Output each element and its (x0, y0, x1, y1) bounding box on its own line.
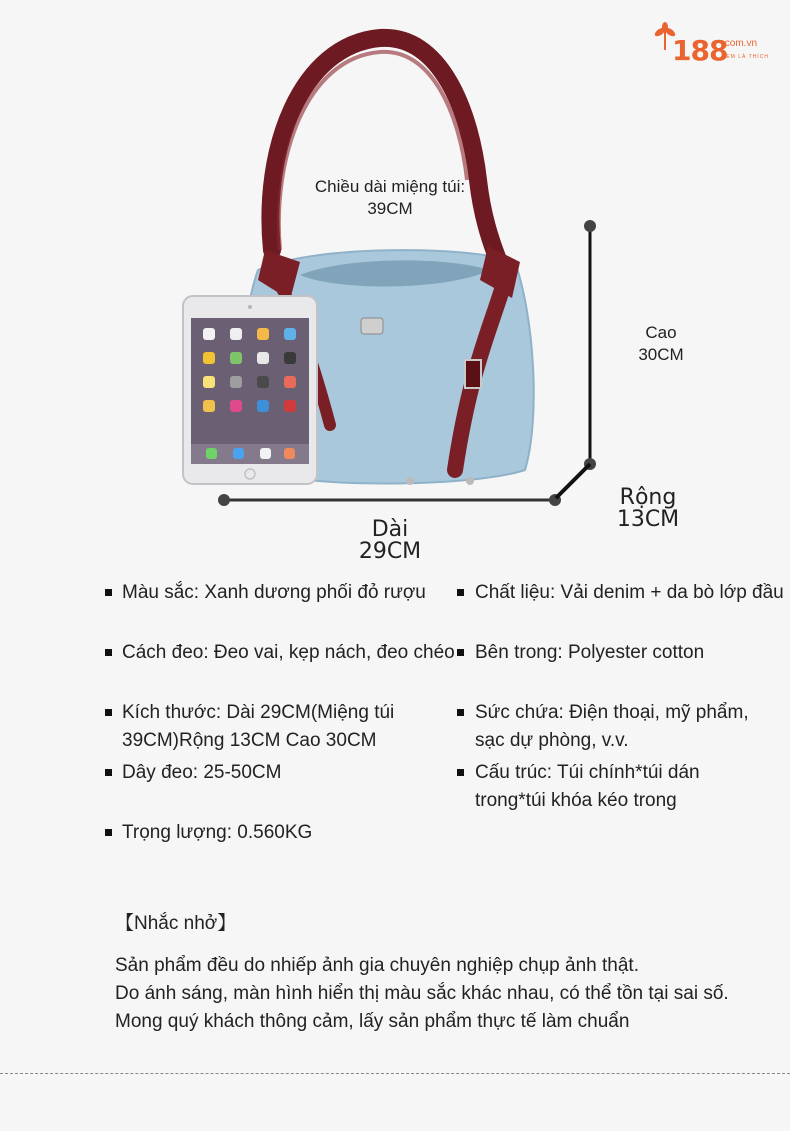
note-title: 【Nhắc nhở】 (115, 913, 237, 934)
buckle (465, 360, 481, 388)
opening-length-value: 39CM (367, 199, 413, 218)
bullet-icon (457, 769, 464, 776)
bullet-icon (457, 649, 464, 656)
spec-structure-line: Cấu trúc: Túi chính*túi dán (475, 762, 700, 783)
spec-carry: Cách đeo: Đeo vai, kẹp nách, đeo chéo (122, 642, 455, 663)
product-dimension-diagram (0, 0, 790, 564)
opening-length-label (300, 176, 480, 220)
note-line: Mong quý khách thông cảm, lấy sản phẩm thực tế làm chuẩn (115, 1011, 630, 1032)
bullet-icon (457, 589, 464, 596)
note-line: Do ánh sáng, màn hình hiển thị màu sắc khác nhau, có thể tồn tại sai số. (115, 983, 729, 1004)
height-title: Cao (645, 323, 677, 342)
spec-size-line: Kích thước: Dài 29CM(Miệng túi (122, 702, 395, 723)
width-line (556, 464, 590, 498)
spec-size (122, 699, 394, 755)
spec-size-line: 39CM)Rộng 13CM Cao 30CM (122, 730, 377, 751)
brand-number: 188 (672, 34, 728, 67)
spec-color: Màu sắc: Xanh dương phối đỏ rượu (122, 582, 426, 603)
height-value: 30CM (638, 345, 684, 364)
bullet-icon (105, 649, 112, 656)
bullet-icon (457, 709, 464, 716)
opening-length-title: Chiều dài miệng túi: (314, 177, 466, 196)
bullet-icon (105, 709, 112, 716)
bag-illustration (0, 0, 790, 560)
spec-material: Chất liệu: Vải denim + da bò lớp đầu (475, 582, 784, 603)
note-line: Sản phẩm đều do nhiếp ảnh gia chuyên nghiệp chụp ảnh thật. (115, 955, 639, 976)
spec-structure-line: trong*túi khóa kéo trong (475, 790, 677, 811)
dashed-divider (0, 1073, 790, 1074)
note-body (115, 952, 729, 1036)
spec-capacity (475, 699, 749, 755)
spec-structure (475, 759, 700, 815)
bullet-icon (105, 769, 112, 776)
spec-list (0, 570, 790, 860)
clasp (361, 318, 383, 334)
spec-weight: Trọng lượng: 0.560KG (122, 822, 313, 843)
shoulder-strap (270, 38, 500, 265)
brand-domain: .com.vn (722, 38, 758, 49)
height-label (616, 322, 706, 366)
width-label: Rộng 13CM (616, 485, 680, 532)
spec-lining: Bên trong: Polyester cotton (475, 642, 705, 663)
spec-capacity-line: sạc dự phòng, v.v. (475, 730, 629, 751)
spec-capacity-line: Sức chứa: Điện thoại, mỹ phẩm, (475, 702, 749, 723)
brand-tagline: XEM LÀ THÍCH (722, 54, 769, 60)
spec-strap: Dây đeo: 25-50CM (122, 762, 282, 783)
length-label: Dài 29CM (358, 517, 422, 564)
bullet-icon (105, 589, 112, 596)
bullet-icon (105, 829, 112, 836)
